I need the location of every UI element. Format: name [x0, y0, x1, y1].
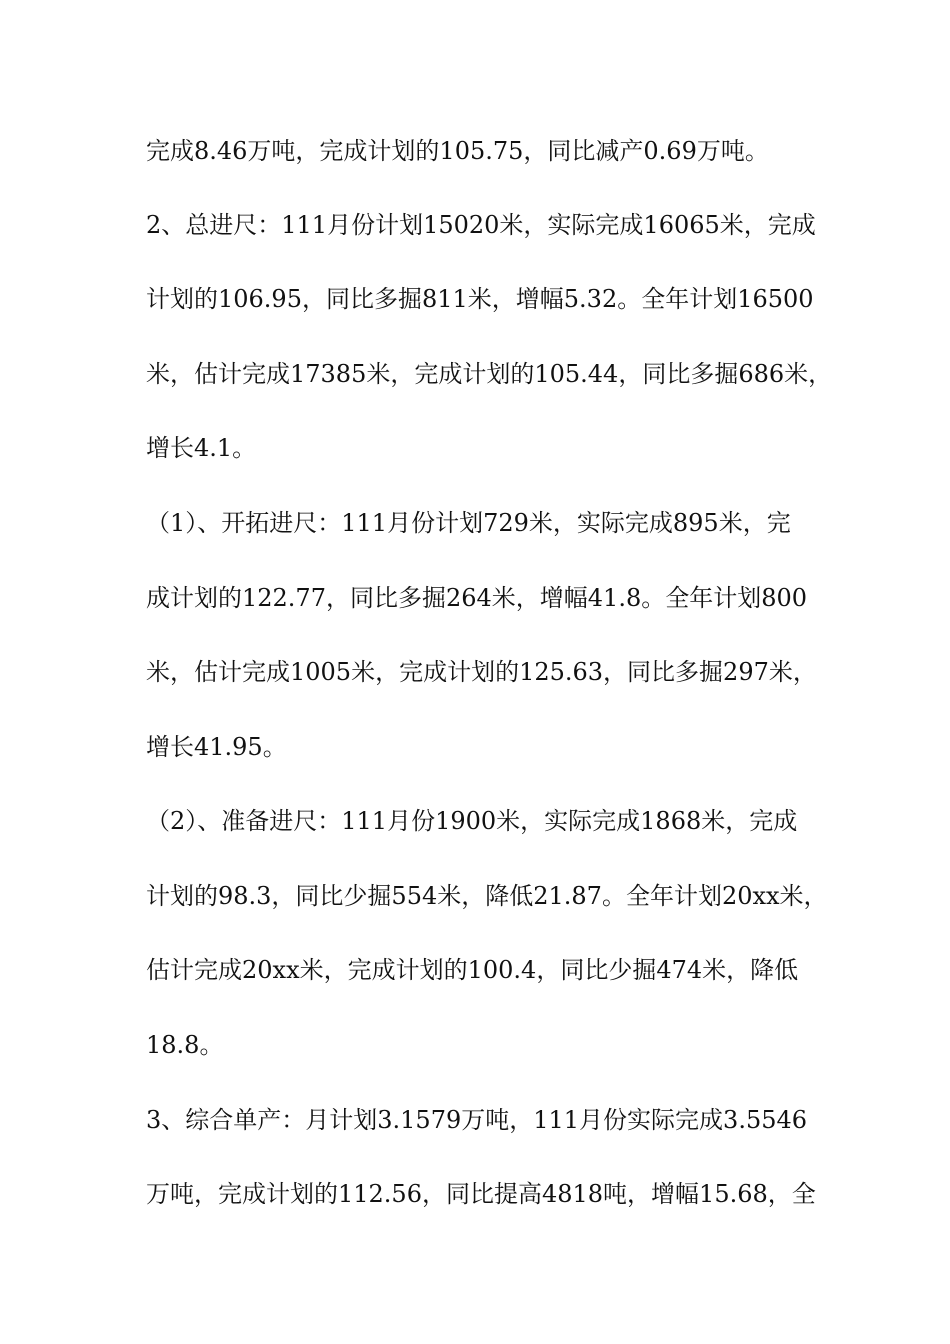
- text-line: 计划的98.3，同比少掘554米，降低21.87。全年计划20xx米，: [146, 882, 828, 910]
- text-line: 估计完成20xx米，完成计划的100.4，同比少掘474米，降低: [146, 956, 799, 984]
- text-line: 3、综合单产：月计划3.1579万吨，111月份实际完成3.5546: [146, 1106, 808, 1134]
- text-line: 计划的106.95，同比多掘811米，增幅5.32。全年计划16500: [146, 285, 814, 313]
- text-line: 完成8.46万吨，完成计划的105.75，同比减产0.69万吨。: [146, 137, 769, 165]
- text-line: 万吨，完成计划的112.56，同比提高4818吨，增幅15.68，全: [146, 1180, 816, 1208]
- text-line: 2、总进尺：111月份计划15020米，实际完成16065米，完成: [146, 211, 816, 239]
- text-line: 增长4.1。: [146, 434, 257, 462]
- text-line: 成计划的122.77，同比多掘264米，增幅41.8。全年计划800: [146, 584, 808, 612]
- text-line: 米，估计完成1005米，完成计划的125.63，同比多掘297米，: [146, 658, 817, 686]
- text-line: 18.8。: [146, 1031, 224, 1059]
- text-line: 米，估计完成17385米，完成计划的105.44，同比多掘686米，: [146, 360, 833, 388]
- text-line: 增长41.95。: [146, 733, 287, 761]
- text-line: （1）、开拓进尺：111月份计划729米，实际完成895米，完: [146, 509, 791, 537]
- text-line: （2）、准备进尺：111月份1900米，实际完成1868米，完成: [146, 807, 798, 835]
